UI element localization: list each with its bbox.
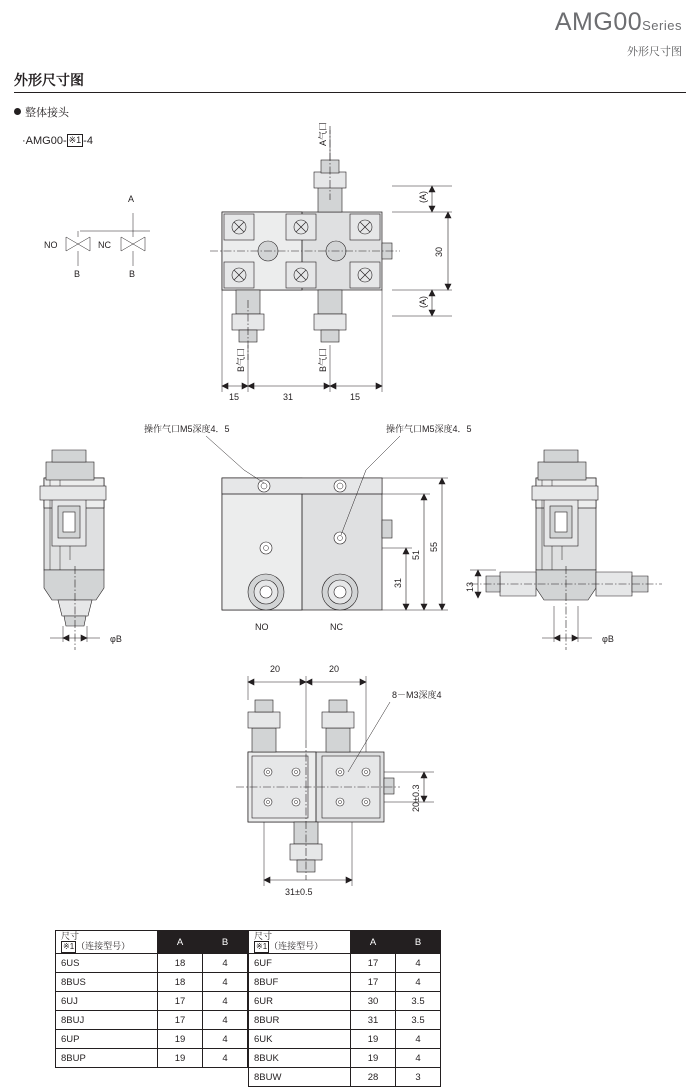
- dim-20-right: 20: [329, 664, 340, 674]
- table2-row2-b: 3.5: [396, 992, 441, 1011]
- table1-row3-b: 4: [203, 1011, 248, 1030]
- table1-row0-a: 18: [158, 954, 203, 973]
- label-port-b-right: B气口: [318, 347, 328, 372]
- dim-20-left: 20: [270, 664, 281, 674]
- table2-row0-model: 6UF: [249, 954, 351, 973]
- table2-size-header: [249, 931, 351, 954]
- table-row: [249, 973, 441, 992]
- table1-row5-a: 19: [158, 1049, 203, 1068]
- callout-right-label: 操作气口M5深度4．5: [386, 424, 472, 434]
- front-view: [144, 423, 472, 632]
- bottom-view: [236, 664, 442, 897]
- table-row: [249, 1030, 441, 1049]
- table-row: [249, 1049, 441, 1068]
- dim-phi-b-right: φB: [602, 634, 614, 644]
- table2-row4-a: 19: [351, 1030, 396, 1049]
- dim-13: 13: [465, 581, 475, 592]
- table-row: [249, 992, 441, 1011]
- top-view: [210, 122, 452, 402]
- table1-row3-a: 17: [158, 1011, 203, 1030]
- bullet-label: 整体接头: [25, 107, 69, 119]
- table2-row2-model: 6UR: [249, 992, 351, 1011]
- table2-row5-b: 4: [396, 1049, 441, 1068]
- dim-31: 31: [393, 577, 403, 588]
- table2-row2-a: 30: [351, 992, 396, 1011]
- dimension-table-2: [248, 930, 441, 1087]
- dimension-table-1: [55, 930, 248, 1068]
- table-row: [56, 1049, 248, 1068]
- series-suffix: Series: [642, 18, 682, 33]
- table-row: [56, 992, 248, 1011]
- table-row: [56, 973, 248, 992]
- table1-row4-model: 6UP: [56, 1030, 158, 1049]
- symbol-label-no: NO: [44, 240, 58, 250]
- table1-row3-model: 8BUJ: [56, 1011, 158, 1030]
- label-port-b-left: B气口: [236, 347, 246, 372]
- circuit-symbol: [44, 194, 150, 279]
- table-row: [56, 1030, 248, 1049]
- table2-row1-b: 4: [396, 973, 441, 992]
- table2-row4-model: 6UK: [249, 1030, 351, 1049]
- symbol-label-b-left: B: [74, 269, 81, 279]
- table1-row1-b: 4: [203, 973, 248, 992]
- table2-row5-model: 8BUK: [249, 1049, 351, 1068]
- header-subtitle: 外形尺寸图: [627, 46, 682, 58]
- table2-row1-a: 17: [351, 973, 396, 992]
- table2-row6-b: 3: [396, 1068, 441, 1087]
- table1-row1-a: 18: [158, 973, 203, 992]
- table2-row3-a: 31: [351, 1011, 396, 1030]
- right-side-view: [465, 450, 662, 650]
- left-side-view: [40, 450, 122, 650]
- table1-row2-b: 4: [203, 992, 248, 1011]
- table-header-row: [249, 931, 441, 954]
- table1-row1-model: 8BUS: [56, 973, 158, 992]
- table1-row2-a: 17: [158, 992, 203, 1011]
- dim-55: 55: [429, 541, 439, 552]
- callout-thread: 8－M3深度4: [392, 690, 442, 700]
- table1-mark-text: （连接型号）: [76, 941, 131, 951]
- table2-col-a: A: [351, 931, 396, 954]
- symbol-label-nc: NC: [98, 240, 111, 250]
- table2-row1-model: 8BUF: [249, 973, 351, 992]
- table2-row5-a: 19: [351, 1049, 396, 1068]
- table1-row0-b: 4: [203, 954, 248, 973]
- table2-row3-b: 3.5: [396, 1011, 441, 1030]
- table2-row4-b: 4: [396, 1030, 441, 1049]
- table1-row4-b: 4: [203, 1030, 248, 1049]
- table-row: [249, 954, 441, 973]
- dim-30: 30: [434, 246, 444, 257]
- table2-row0-b: 4: [396, 954, 441, 973]
- table2-col-b: B: [396, 931, 441, 954]
- table2-row6-a: 28: [351, 1068, 396, 1087]
- model-prefix: ·AMG00-: [22, 135, 67, 147]
- dim-20-tol: 20±0.3: [411, 784, 421, 812]
- table1-row0-model: 6US: [56, 954, 158, 973]
- callout-left-label: 操作气口M5深度4．5: [144, 424, 230, 434]
- table2-row0-a: 17: [351, 954, 396, 973]
- table1-row2-model: 6UJ: [56, 992, 158, 1011]
- table1-size-label: 尺寸: [61, 931, 80, 941]
- dim-15-left: 15: [229, 392, 240, 402]
- series-name: AMG00: [554, 8, 643, 36]
- table2-row6-model: 8BUW: [249, 1068, 351, 1087]
- symbol-label-a: A: [128, 194, 135, 204]
- table1-mark: ※1: [63, 942, 75, 951]
- table1-col-a: A: [158, 931, 203, 954]
- dim-a-upper: (A): [418, 191, 428, 203]
- table-row: [249, 1011, 441, 1030]
- table-row: [249, 1068, 441, 1087]
- table1-col-b: B: [203, 931, 248, 954]
- dim-51: 51: [411, 549, 421, 560]
- dim-31: 31: [283, 392, 294, 402]
- dim-phi-b-left: φB: [110, 634, 122, 644]
- table-row: [56, 1011, 248, 1030]
- table-header-row: [56, 931, 248, 954]
- table2-mark: ※1: [256, 942, 268, 951]
- dim-15-right: 15: [350, 392, 361, 402]
- table1-size-header: [56, 931, 158, 954]
- label-no: NO: [255, 622, 269, 632]
- table1-row5-b: 4: [203, 1049, 248, 1068]
- dim-31-tol: 31±0.5: [285, 887, 313, 897]
- table2-size-label: 尺寸: [254, 931, 273, 941]
- model-suffix: -4: [83, 135, 93, 147]
- model-mark: ※1: [68, 135, 82, 145]
- section-title: 外形尺寸图: [14, 72, 84, 88]
- table1-row5-model: 8BUP: [56, 1049, 158, 1068]
- table1-row4-a: 19: [158, 1030, 203, 1049]
- table2-row3-model: 8BUR: [249, 1011, 351, 1030]
- table2-mark-text: （连接型号）: [269, 941, 324, 951]
- symbol-label-b-right: B: [129, 269, 136, 279]
- table-row: [56, 954, 248, 973]
- dim-a-lower: (A): [418, 296, 428, 308]
- label-nc: NC: [330, 622, 343, 632]
- label-port-a: A气口: [318, 121, 328, 146]
